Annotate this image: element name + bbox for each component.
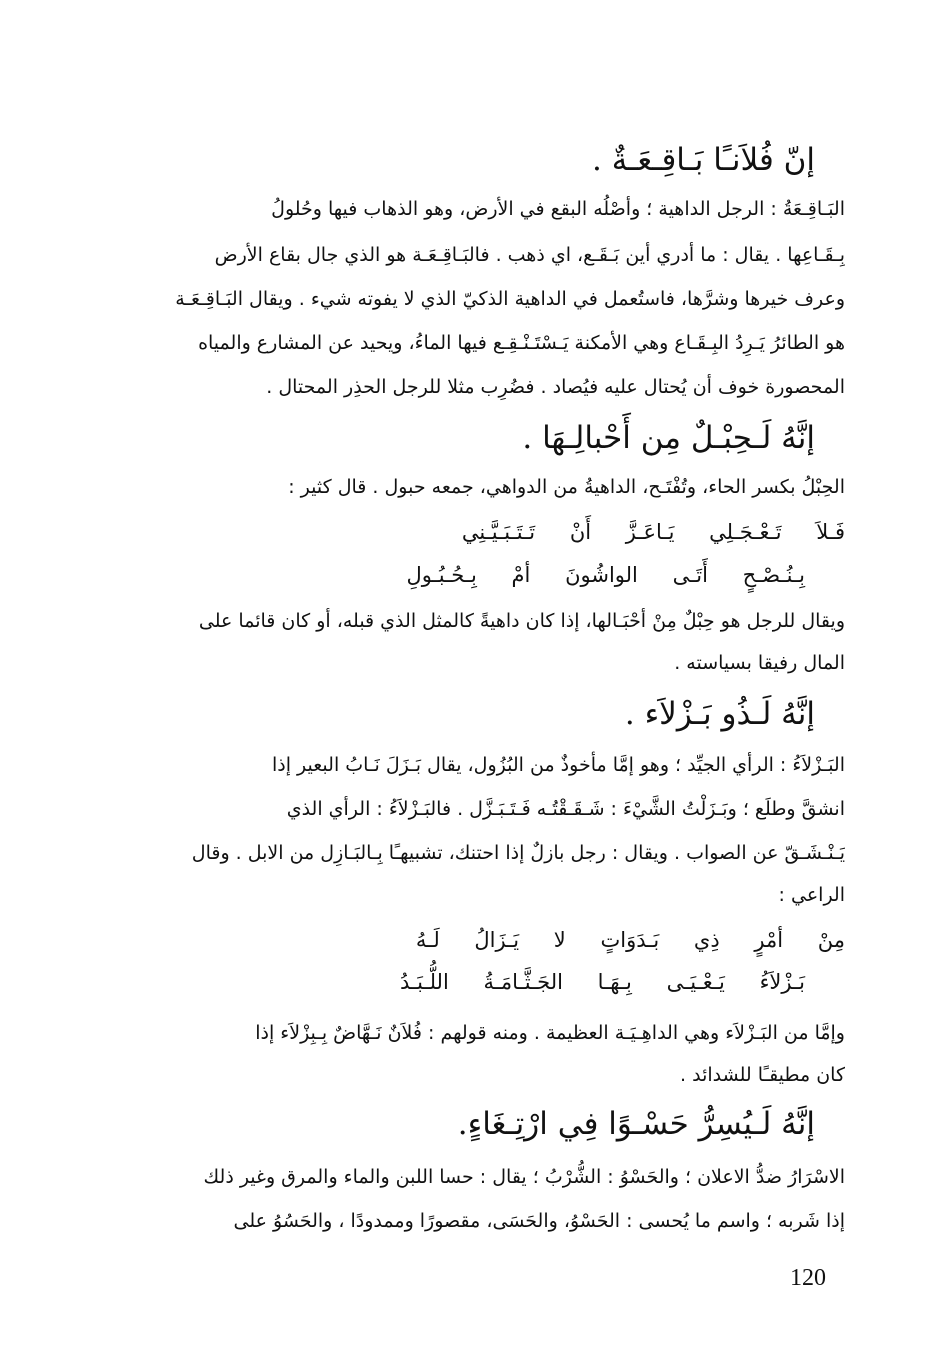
verse-word: بِـحُـبُـولِ — [406, 563, 477, 587]
verse-word: أَنْ — [569, 520, 592, 544]
verse-word: بَـدَوَاتٍ — [600, 928, 660, 952]
paragraph-line: البَـاقِـعَةُ : الرجل الداهية ؛ وأصْلُه البقع في الأرض، وهو الذهاب فيها وحُلولُ — [271, 198, 845, 220]
verse-word: يَـعْـيَـى — [666, 970, 725, 994]
verse-word: ذِي — [693, 928, 720, 952]
paragraph-line: الراعي : — [778, 884, 845, 906]
paragraph-line: وعرف خيرها وشرَّها، فاستُعمل في الداهية الذكيّ الذي لا يفوته شيء . ويقال البَـاقِـعَـة — [175, 288, 845, 310]
verse-word: بَـزْلاَءُ — [759, 970, 805, 994]
section-heading-4: إنَّهُ لَـيُسِرُّ حَسْـوًا فِي ارْتِـغَاءٍ. — [457, 1106, 815, 1142]
verse-line — [90, 563, 845, 587]
paragraph-line: بِـقَـاعِها . يقال : ما أدري أين بَـقَـع، اي ذهب . فالبَـاقِـعَـة هو الذي جال بقاع الأرض — [214, 244, 845, 266]
verse-line — [90, 928, 845, 952]
paragraph-line: المحصورة خوف أن يُحتال عليه فيُصاد . فضُرِب مثلا للرجل الحذِر المحتال . — [266, 376, 845, 398]
verse-word: أَتَـى — [672, 563, 708, 587]
verse-word: لا — [553, 928, 566, 952]
verse-word: يَـزَالُ — [474, 928, 520, 952]
verse-word: تَـعْـجَـلِي — [709, 520, 782, 544]
paragraph-line: هو الطائرُ يَـرِدُ البِـقَـاع وهي الأمكنة يَـسْتَـنْـقِـع فيها الماءُ، ويحيد عن المشارع والمياه — [198, 332, 845, 354]
verse-word: يَـاعَـزَّ — [625, 520, 675, 544]
paragraph-line: انشقَّ وطلَع ؛ وبَـزَلْتُ الشَّيْءَ : شَـقَـقْتُـه فَـتَـبَـزَّل . فالبَـزْلاَءُ : الرأي الذي — [286, 798, 845, 820]
verse-word: تَـتَـبَـيَّـنِي — [461, 520, 536, 544]
section-heading-1: إنّ فُلاَنـًا بَـاقِـعَـةٌ . — [592, 142, 815, 178]
verse-word: فَـلاَ — [816, 520, 845, 544]
paragraph-line: المال رفيقا بسياسته . — [674, 652, 845, 674]
section-heading-3: إنَّهُ لَـذُو بَـزْلاَء . — [624, 696, 815, 732]
paragraph-line: إذا شَربه ؛ واسم ما يُحسى : الحَسْوُ، والحَسَى، مقصورًا وممدودًا ، والحَسُوُ على — [233, 1210, 845, 1232]
paragraph-line: الاسْرَارُ ضدُّ الاعلان ؛ والحَسْوُ : الشُّرْبُ ؛ يقال : حسا اللبن والماء والمرق وغير ذلك — [203, 1166, 845, 1188]
paragraph-line: الحِبْلُ بكسر الحاء، وتُفْتَـح، الداهيةُ من الدواهي، جمعه حبول . قال كثير : — [288, 476, 845, 498]
paragraph-line: وإمَّا من البَـزْلاَء وهي الداهِـيَـة العظيمة . ومنه قولهم : فُلاَنٌ نَـهَّاضٌ بِـبِزْلاَء إذا — [255, 1022, 845, 1044]
book-page — [90, 0, 845, 1353]
verse-word: الجَـثَّـامَـةُ — [483, 970, 563, 994]
verse-line — [90, 970, 845, 994]
verse-word: اللُّـبَـدُ — [399, 970, 449, 994]
paragraph-line: البَـزْلاَءُ : الرأي الجيِّد ؛ وهو إمَّا مأخوذٌ من البُزُول، يقال بَـزَلَ نَـابُ البعير إذا — [271, 754, 845, 776]
verse-word: أمْ — [511, 563, 531, 587]
paragraph-line: كان مطيقـًا للشدائد . — [680, 1064, 845, 1086]
verse-word: الواشُونَ — [565, 563, 638, 587]
verse-word: لَـهُ — [415, 928, 440, 952]
paragraph-line: يَـنْـشَـقّ عن الصواب . ويقال : رجل بازلٌ إذا احتنك، تشبيهـًا بِـالبَـازِل من الابل . وقال — [191, 842, 845, 864]
section-heading-2: إنَّهُ لَـحِبْـلٌ مِن أَحْبالِـهَا . — [522, 420, 815, 456]
verse-word: أمْرٍ — [754, 928, 784, 952]
verse-word: مِنْ — [817, 928, 845, 952]
verse-line — [90, 520, 845, 544]
verse-word: بِـنُـصْـحٍ — [742, 563, 805, 587]
page-number: 120 — [790, 1265, 826, 1291]
paragraph-line: ويقال للرجل هو حِبْلٌ مِنْ أحْبَـالها، إذا كان داهيةً كالمثل الذي قبله، أو كان قائما على — [198, 610, 845, 632]
verse-word: بِـهَـا — [597, 970, 632, 994]
